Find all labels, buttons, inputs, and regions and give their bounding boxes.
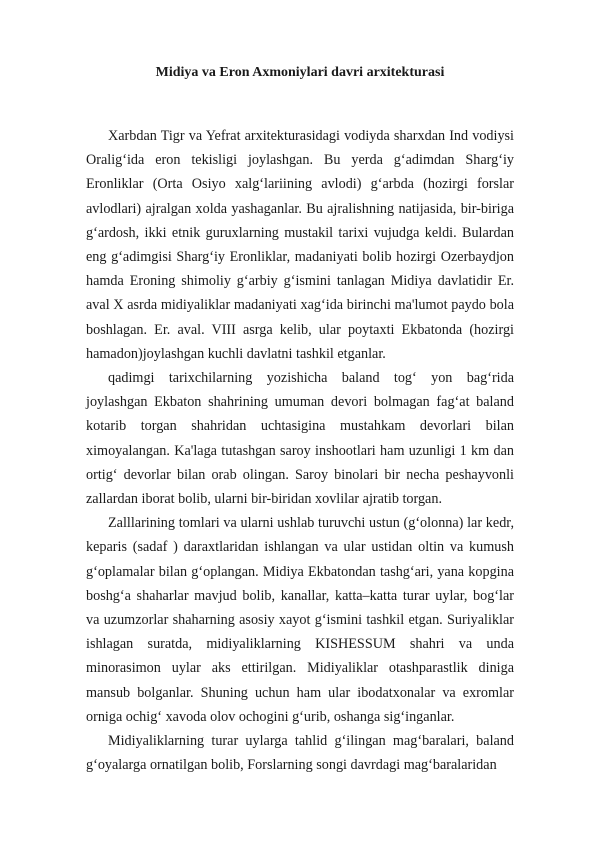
document-body [86, 124, 514, 777]
paragraph: qadimgi tarixchilarning yozishicha baland tog‘ yon bag‘rida joylashgan Ekbaton shahrining umuman devori bolmagan fag‘at baland kotarib torgan shahridan uchtasigina mustahkam devorlari bilan ximoyalangan. Ka'laga tutashgan saroy inshootlari ham uzunligi 1 km dan ortig‘ devorlar bilan orab olingan. Saroy binolari bir necha peshayvonli zallardan iborat bolib, ularni bir-biridan xovlilar ajratib torgan. [86, 370, 514, 508]
document-title: Midiya va Eron Axmoniylari davri arxitekturasi [155, 65, 445, 80]
paragraph: Midiyaliklarning turar uylarga tahlid g‘ilingan mag‘baralari, baland g‘oyalarga ornatilgan bolib, Forslarning songi davrdagi mag‘baralaridan [86, 733, 514, 774]
paragraph: Xarbdan Tigr va Yefrat arxitekturasidagi vodiyda sharxdan Ind vodiysi Oralig‘ida eron tekisligi joylashgan. Bu yerda g‘adimdan Sharg‘iy Eronliklar (Orta Osiyo xalg‘lariining avlodi) g‘arbda (hozirgi forslar avlodlari) ajralgan xolda yashaganlar. Bu ajralishning natijasida, bir-biriga g‘ardosh, ikki etnik guruxlarning mustakil tarixi vujudga keldi. Bulardan eng g‘adimgisi Sharg‘iy Eronliklar, madaniyati bolib hozirgi Ozerbaydjon hamda Eroning shimoliy g‘arbiy g‘ismini tanlagan Midiya davlatidir Er. aval X asrda midiyaliklar madaniyati xag‘ida birinchi ma'lumot paydo bola boshlagan. Er. aval. VIII asrga kelib, ular poytaxti Ekbatonda (hozirgi hamadon)joylashgan kuchli davlatni tashkil etganlar. [86, 128, 514, 362]
paragraph: Zalllarining tomlari va ularni ushlab turuvchi ustun (g‘olonna) lar kedr, keparis (sadaf ) daraxtlaridan ishlangan va ular ustidan oltin va kumush g‘oplamalar bilan g‘oplangan. Midiya Ekbatondan tashg‘ari, yana kopgina boshg‘a shaharlar mavjud bolib, kanallar, katta–katta turar uylar, bog‘lar va uzumzorlar shaharning asosiy xayot g‘ismini tashkil etgan. Suriyaliklar ishlagan suratda, midiyaliklarning KISHESSUM shahri va unda minorasimon uylar aks ettirilgan. Midiyaliklar otashparastlik diniga mansub bolganlar. Shuning uchun ham ular ibodatxonalar va exromlar orniga ochig‘ xavoda olov ochogini g‘urib, oshanga sig‘inganlar. [86, 515, 514, 725]
